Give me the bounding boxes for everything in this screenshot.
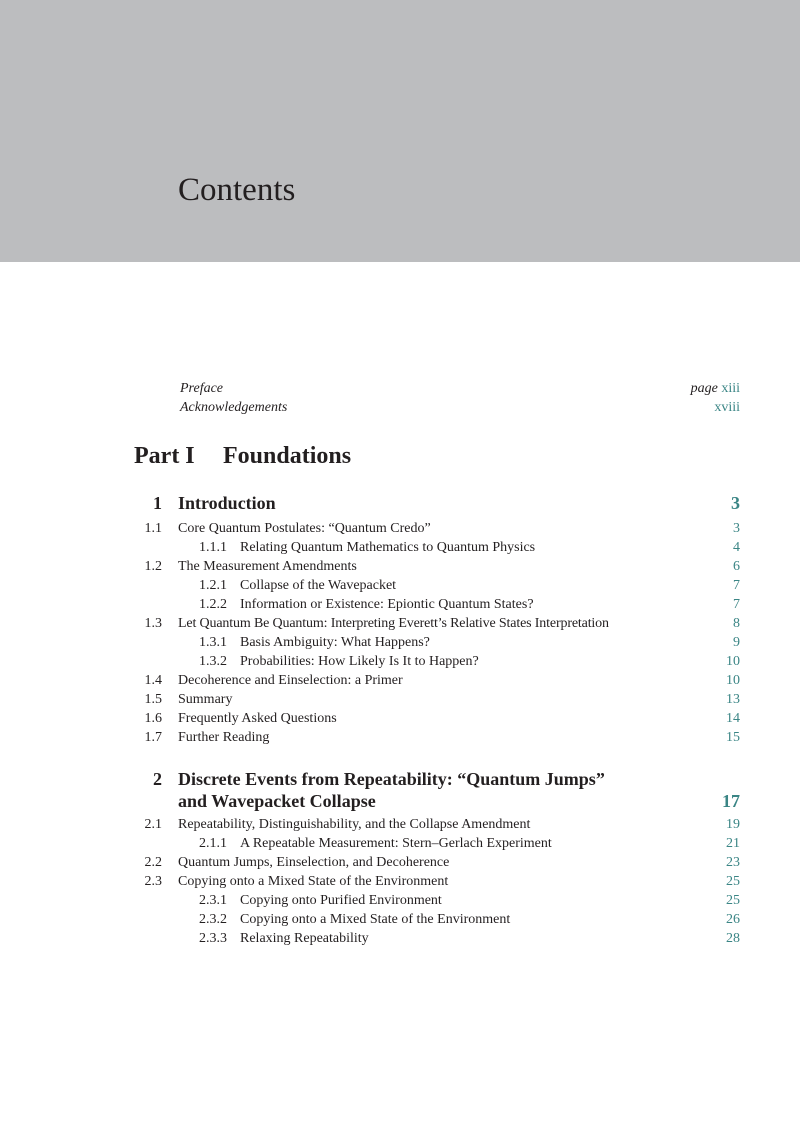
toc-subsection[interactable] <box>134 891 740 910</box>
chapter-page[interactable]: 3 <box>731 493 740 513</box>
subsection-page[interactable]: 26 <box>726 912 740 927</box>
section-page[interactable]: 19 <box>726 817 740 832</box>
subsection-page[interactable]: 10 <box>726 654 740 669</box>
subsection-page[interactable]: 7 <box>733 578 740 593</box>
subsection-number: 2.3.2 <box>199 912 227 927</box>
section-number: 1.3 <box>144 616 162 631</box>
subsection-title: A Repeatable Measurement: Stern–Gerlach Experiment <box>240 836 552 851</box>
toc-entry-label: Acknowledgements <box>180 400 288 415</box>
toc-entry-label: Preface <box>180 381 224 396</box>
section-page[interactable]: 8 <box>733 616 740 631</box>
chapter-heading[interactable] <box>134 767 740 813</box>
subsection-number: 2.1.1 <box>199 836 227 851</box>
toc-section[interactable] <box>134 709 740 728</box>
toc-section[interactable] <box>134 872 740 891</box>
subsection-page[interactable]: 21 <box>726 836 740 851</box>
toc-section[interactable] <box>134 614 740 633</box>
toc-entry-preface[interactable] <box>180 379 740 399</box>
section-title: Repeatability, Distinguishability, and the Collapse Amendment <box>178 817 531 832</box>
section-title: Quantum Jumps, Einselection, and Decoherence <box>178 855 450 870</box>
section-page[interactable]: 10 <box>726 673 740 688</box>
section-title: The Measurement Amendments <box>178 559 357 574</box>
section-title: Copying onto a Mixed State of the Environment <box>178 874 449 889</box>
toc-subsection[interactable] <box>134 910 740 929</box>
section-page[interactable]: 6 <box>733 559 740 574</box>
section-title: Core Quantum Postulates: “Quantum Credo” <box>178 521 431 536</box>
toc-subsection[interactable] <box>134 633 740 652</box>
chapter-title-line-2: and Wavepacket Collapse <box>178 791 376 811</box>
section-title: Further Reading <box>178 730 270 745</box>
section-number: 1.7 <box>144 730 162 745</box>
subsection-number: 1.1.1 <box>199 540 227 555</box>
subsection-title: Basis Ambiguity: What Happens? <box>240 635 430 650</box>
part-number: Part I <box>134 443 195 469</box>
toc-subsection[interactable] <box>134 929 740 948</box>
subsection-page[interactable]: 25 <box>726 893 740 908</box>
section-page[interactable]: 14 <box>726 711 740 726</box>
subsection-title: Relating Quantum Mathematics to Quantum Physics <box>240 540 536 555</box>
toc-section[interactable] <box>134 815 740 834</box>
section-title: Frequently Asked Questions <box>178 711 337 726</box>
toc-entry-page[interactable]: xviii <box>714 400 740 415</box>
toc-entry-acknowledgements[interactable] <box>180 398 740 418</box>
header-band <box>0 0 800 262</box>
section-page[interactable]: 23 <box>726 855 740 870</box>
section-number: 1.6 <box>144 711 162 726</box>
subsection-title: Copying onto Purified Environment <box>240 893 442 908</box>
section-number: 1.5 <box>144 692 162 707</box>
toc-subsection[interactable] <box>134 538 740 557</box>
toc-section[interactable] <box>134 690 740 709</box>
chapter-title-line-1: Discrete Events from Repeatability: “Quantum Jumps” <box>178 769 605 789</box>
toc-section[interactable] <box>134 519 740 538</box>
toc-section[interactable] <box>134 671 740 690</box>
chapter-page[interactable]: 17 <box>722 791 740 811</box>
section-title: Summary <box>178 692 233 707</box>
chapter-number: 1 <box>153 493 162 513</box>
subsection-number: 1.2.2 <box>199 597 227 612</box>
section-page[interactable]: 13 <box>726 692 740 707</box>
page-title: Contents <box>178 172 296 208</box>
subsection-number: 1.3.1 <box>199 635 227 650</box>
section-page[interactable]: 25 <box>726 874 740 889</box>
subsection-number: 2.3.3 <box>199 931 227 946</box>
section-number: 2.3 <box>144 874 162 889</box>
page-prefix: page <box>690 381 718 396</box>
section-title: Let Quantum Be Quantum: Interpreting Everett’s Relative States Interpretation <box>178 616 609 631</box>
part-heading <box>134 441 351 471</box>
section-page[interactable]: 15 <box>726 730 740 745</box>
toc-subsection[interactable] <box>134 834 740 853</box>
subsection-page[interactable]: 4 <box>733 540 740 555</box>
subsection-page[interactable]: 9 <box>733 635 740 650</box>
toc-entry-page[interactable] <box>691 379 740 399</box>
subsection-number: 1.2.1 <box>199 578 227 593</box>
section-page[interactable]: 3 <box>733 521 740 536</box>
part-title: Foundations <box>223 443 352 469</box>
section-number: 2.1 <box>144 817 162 832</box>
page-number: xiii <box>721 381 740 396</box>
subsection-title: Relaxing Repeatability <box>240 931 369 946</box>
toc-section[interactable] <box>134 853 740 872</box>
chapter-heading[interactable] <box>134 491 740 515</box>
subsection-title: Collapse of the Wavepacket <box>240 578 397 593</box>
toc-subsection[interactable] <box>134 595 740 614</box>
subsection-title: Copying onto a Mixed State of the Environment <box>240 912 511 927</box>
subsection-title: Information or Existence: Epiontic Quantum States? <box>240 597 534 612</box>
subsection-number: 1.3.2 <box>199 654 227 669</box>
subsection-title: Probabilities: How Likely Is It to Happen? <box>240 654 479 669</box>
toc-section[interactable] <box>134 557 740 576</box>
section-title: Decoherence and Einselection: a Primer <box>178 673 403 688</box>
subsection-page[interactable]: 7 <box>733 597 740 612</box>
chapter-number: 2 <box>153 769 162 789</box>
section-number: 1.1 <box>144 521 162 536</box>
section-number: 1.4 <box>144 673 162 688</box>
toc-subsection[interactable] <box>134 576 740 595</box>
section-number: 1.2 <box>144 559 162 574</box>
subsection-number: 2.3.1 <box>199 893 227 908</box>
section-number: 2.2 <box>144 855 162 870</box>
chapter-title: Introduction <box>178 493 276 513</box>
subsection-page[interactable]: 28 <box>726 931 740 946</box>
toc-subsection[interactable] <box>134 652 740 671</box>
toc-section[interactable] <box>134 728 740 747</box>
